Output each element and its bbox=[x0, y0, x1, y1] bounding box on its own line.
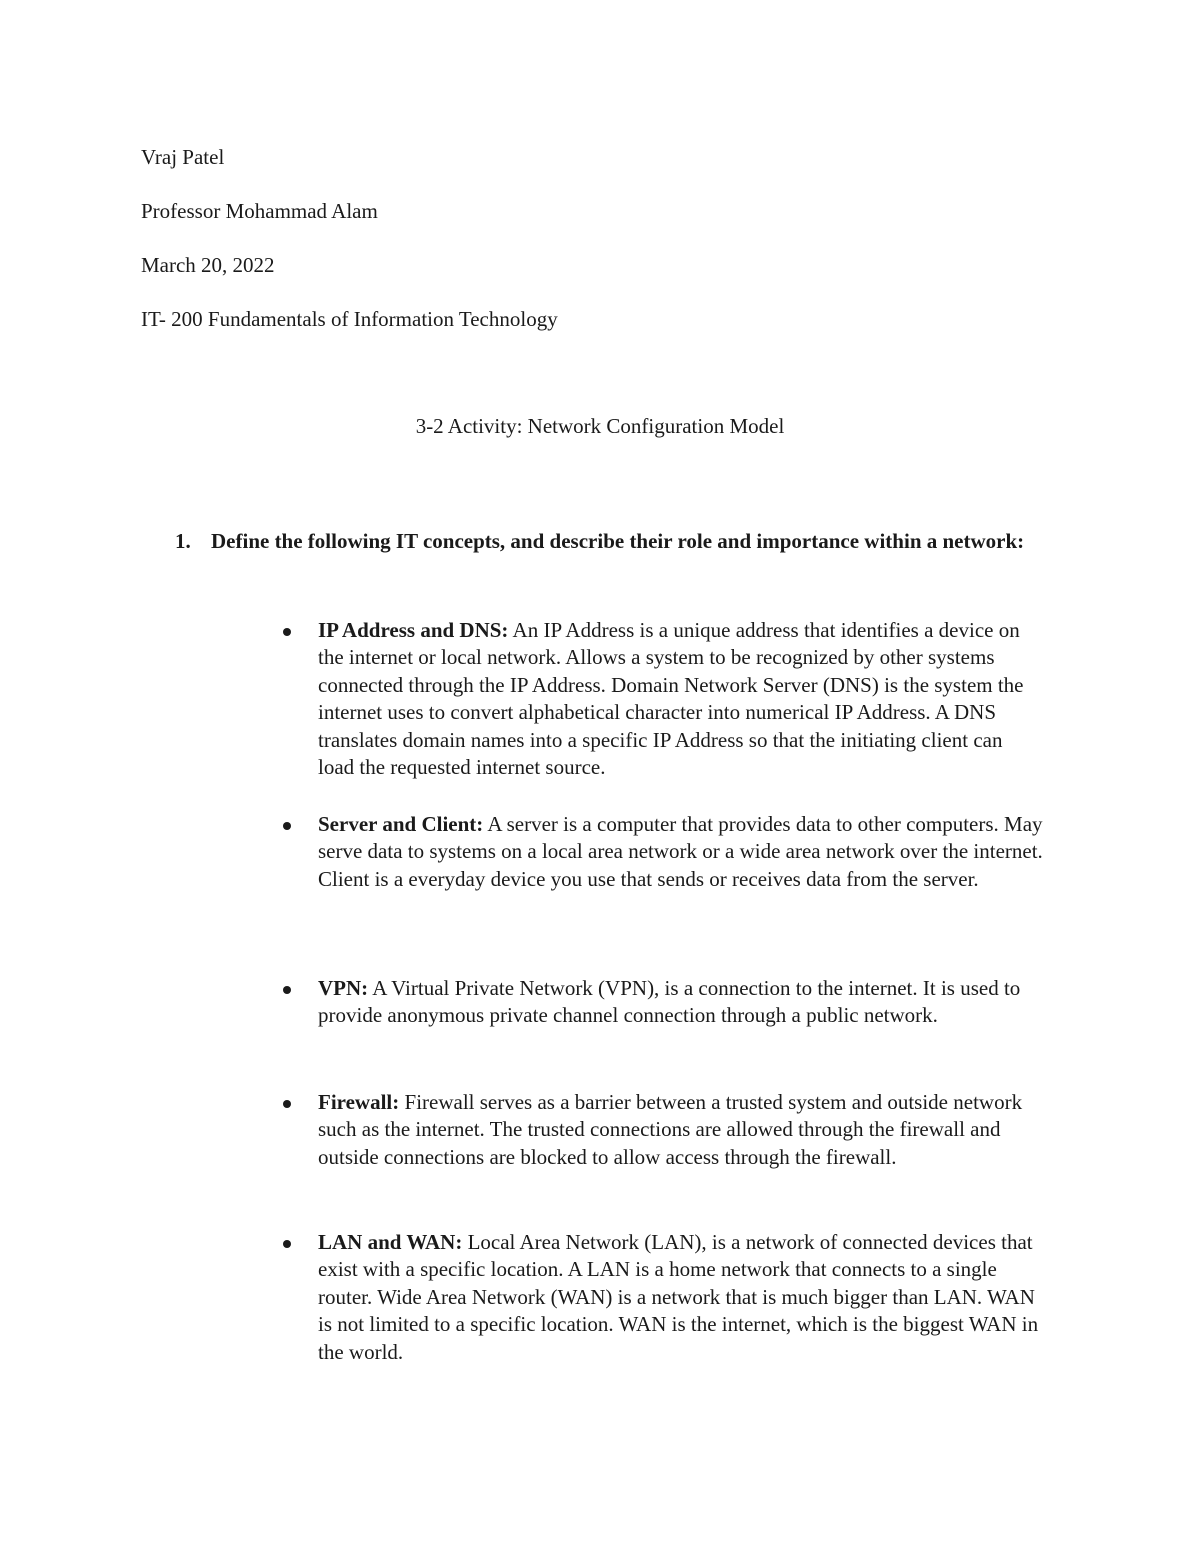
bullet-icon bbox=[283, 628, 291, 636]
bullet-term: LAN and WAN: bbox=[318, 1230, 463, 1254]
bullet-server-client bbox=[283, 811, 1043, 893]
student-name: Vraj Patel bbox=[141, 145, 225, 169]
question-text: Define the following IT concepts, and describe their role and importance within a network: bbox=[211, 529, 1025, 553]
bullet-term: VPN: bbox=[318, 976, 369, 1000]
course-name: IT- 200 Fundamentals of Information Technology bbox=[141, 307, 558, 331]
bullet-term: Firewall: bbox=[318, 1090, 400, 1114]
bullet-term: Server and Client: bbox=[318, 812, 484, 836]
bullet-text: Local Area Network (LAN), is a network of connected devices that exist with a specific location. A LAN is a home network that connects to a single router. Wide Area Network (WAN) is a network that is much bigger than LAN. WAN is not limited to a specific location. WAN is the internet, which is the biggest WAN in the world. bbox=[318, 1230, 1039, 1364]
professor-name: Professor Mohammad Alam bbox=[141, 199, 378, 223]
bullet-text: An IP Address is a unique address that identifies a device on the internet or local network. Allows a system to be recognized by other systems connected through the IP Address. Domain Network Server (DNS) is the system the internet uses to convert alphabetical character into numerical IP Address. A DNS translates domain names into a specific IP Address so that the initiating client can load the requested internet source. bbox=[318, 618, 1024, 780]
question-number: 1. bbox=[175, 529, 191, 553]
bullet-text: A server is a computer that provides data to other computers. May serve data to systems on a local area network or a wide area network over the internet. Client is a everyday device you use that sends or receives data from the server. bbox=[318, 812, 1043, 891]
bullet-lan-wan bbox=[283, 1229, 1043, 1366]
bullet-text: A Virtual Private Network (VPN), is a connection to the internet. It is used to provide anonymous private channel connection through a public network. bbox=[318, 976, 1021, 1028]
bullet-vpn bbox=[283, 975, 1043, 1030]
bullet-term: IP Address and DNS: bbox=[318, 618, 509, 642]
bullet-icon bbox=[283, 822, 291, 830]
bullet-ip-dns bbox=[283, 617, 1043, 781]
bullet-icon bbox=[283, 986, 291, 994]
bullet-icon bbox=[283, 1100, 291, 1108]
question-1 bbox=[175, 527, 1055, 555]
bullet-icon bbox=[283, 1240, 291, 1248]
assignment-date: March 20, 2022 bbox=[141, 253, 275, 277]
document-title: 3-2 Activity: Network Configuration Model bbox=[415, 414, 785, 438]
bullet-text: Firewall serves as a barrier between a trusted system and outside network such as the internet. The trusted connections are allowed through the firewall and outside connections are blocked to allow access through the firewall. bbox=[318, 1090, 1023, 1169]
bullet-firewall bbox=[283, 1089, 1043, 1171]
